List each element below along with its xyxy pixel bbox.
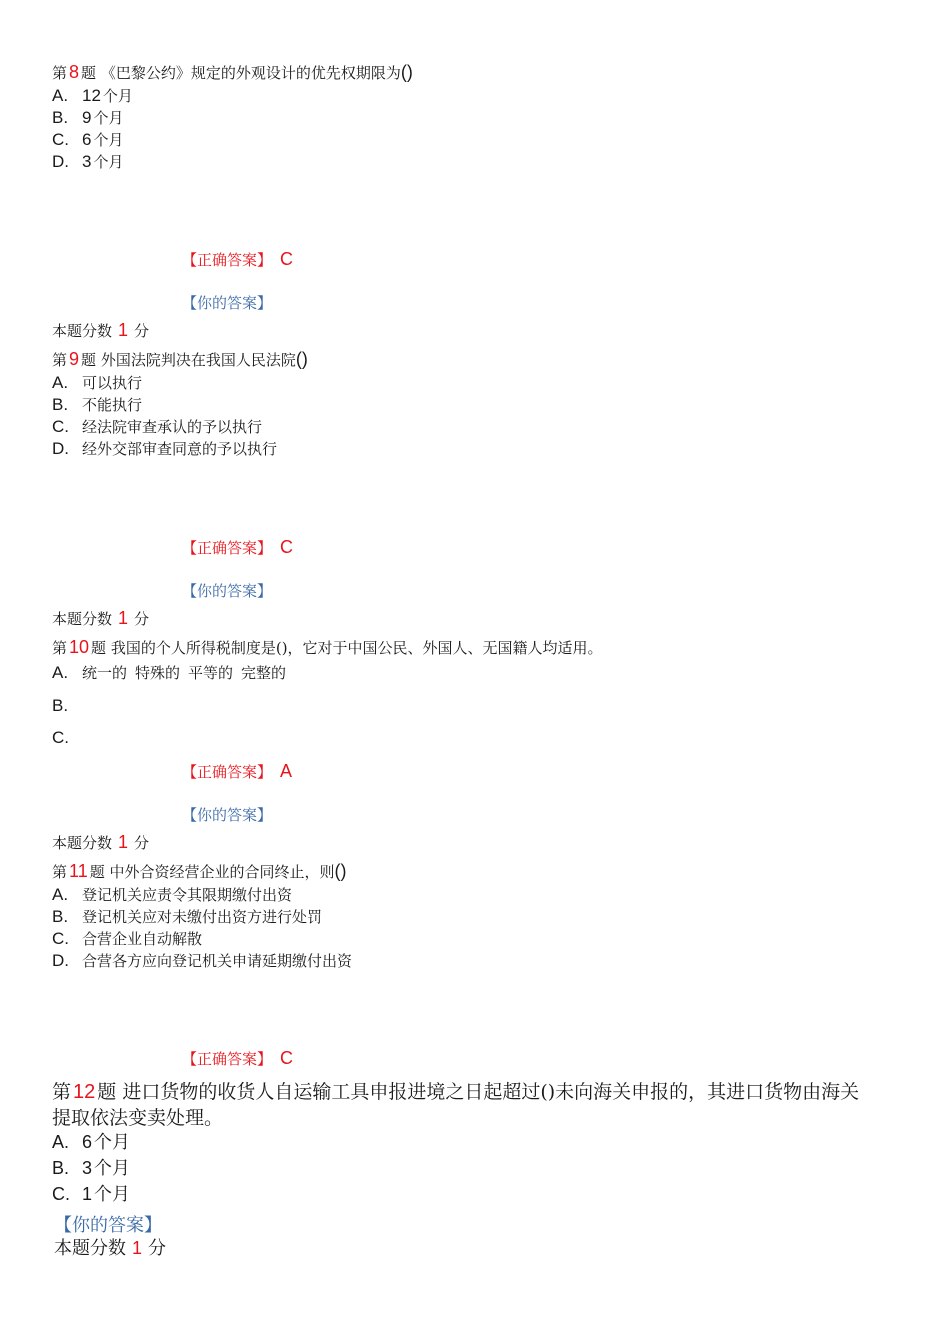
correct-answer-value: C: [280, 537, 294, 557]
option-letter: C.: [52, 130, 69, 149]
question-text: 进口货物的收货人自运输工具申报进境之日起超过()未向海关申报的，其进口货物由海关: [122, 1081, 860, 1103]
question-text: 《巴黎公约》规定的外观设计的优先权期限为: [100, 64, 401, 82]
option-number: 12: [82, 86, 101, 105]
q-suffix: 题: [97, 1081, 117, 1103]
option-number: 6: [82, 1132, 93, 1152]
q9-correct-answer: [182, 537, 293, 558]
option-text: 个月: [94, 1132, 131, 1153]
question-8-title: [52, 62, 413, 83]
q12-your-answer: 【你的答案】: [54, 1215, 162, 1236]
q-prefix: 第: [52, 64, 68, 82]
q8-your-answer: 【你的答案】: [182, 294, 273, 312]
option-text: 完整的: [241, 664, 287, 682]
option-letter: B.: [52, 907, 69, 926]
q10-score: [52, 832, 149, 853]
q-suffix: 题: [89, 863, 105, 881]
option-letter: B.: [52, 108, 69, 127]
score-label: 本题分数: [54, 1238, 126, 1259]
option-letter: D.: [52, 152, 69, 171]
option-letter: C.: [52, 929, 69, 948]
option-text: 个月: [94, 1158, 131, 1179]
question-number: 10: [69, 637, 90, 657]
q8-option-c[interactable]: [52, 129, 123, 150]
q8-option-d[interactable]: [52, 151, 123, 172]
q8-correct-answer: [182, 249, 293, 270]
q9-score: [52, 608, 149, 629]
score-unit: 分: [134, 610, 150, 628]
option-letter: C.: [52, 728, 69, 747]
option-text: 统一的: [82, 664, 128, 682]
option-letter: D.: [52, 951, 69, 970]
option-text: 合营各方应向登记机关申请延期缴付出资: [82, 952, 353, 970]
option-text: 不能执行: [82, 396, 143, 414]
option-letter: A.: [52, 373, 69, 392]
q8-score: [52, 320, 149, 341]
q9-your-answer: 【你的答案】: [182, 582, 273, 600]
score-unit: 分: [148, 1238, 167, 1259]
q11-option-d[interactable]: [52, 950, 352, 971]
score-label: 本题分数: [52, 322, 113, 340]
q-suffix: 题: [91, 639, 107, 657]
question-text: 外国法院判决在我国人民法院: [100, 351, 296, 369]
question-12-title: [52, 1077, 859, 1104]
q9-option-b[interactable]: [52, 394, 142, 415]
q11-option-c[interactable]: [52, 928, 202, 949]
option-text: 合营企业自动解散: [82, 930, 203, 948]
q11-option-a[interactable]: [52, 884, 292, 905]
correct-answer-value: C: [280, 1048, 294, 1068]
option-text: 登记机关应对未缴付出资方进行处罚: [82, 908, 323, 926]
q-prefix: 第: [52, 863, 68, 881]
question-number: 12: [73, 1081, 96, 1103]
q12-option-a[interactable]: [52, 1128, 130, 1154]
correct-answer-label: 【正确答案】: [182, 539, 273, 557]
score-unit: 分: [134, 322, 150, 340]
option-text: 经外交部审查同意的予以执行: [82, 440, 278, 458]
option-letter: B.: [52, 1158, 70, 1178]
option-text: 个月: [94, 1184, 131, 1205]
option-text: 平等的: [188, 664, 234, 682]
correct-answer-value: A: [280, 761, 293, 781]
option-number: 3: [82, 152, 92, 171]
q10-your-answer: 【你的答案】: [182, 806, 273, 824]
correct-answer-label: 【正确答案】: [182, 1050, 273, 1068]
q10-option-b[interactable]: [52, 696, 82, 716]
question-paren: (): [400, 62, 413, 82]
question-12-title-cont: 提取依法变卖处理。: [52, 1107, 224, 1129]
option-letter: C.: [52, 1184, 70, 1204]
correct-answer-label: 【正确答案】: [182, 251, 273, 269]
option-number: 6: [82, 130, 92, 149]
q9-option-d[interactable]: [52, 438, 277, 459]
score-label: 本题分数: [52, 834, 113, 852]
option-text: 个月: [93, 153, 124, 171]
q8-option-b[interactable]: [52, 107, 123, 128]
option-letter: A.: [52, 86, 69, 105]
q-prefix: 第: [52, 639, 68, 657]
question-9-title: [52, 349, 308, 370]
option-number: 3: [82, 1158, 93, 1178]
correct-answer-value: C: [280, 249, 294, 269]
question-text: 我国的个人所得税制度是()，它对于中国公民、外国人、无国籍人均适用。: [110, 639, 603, 657]
option-letter: D.: [52, 439, 69, 458]
q10-correct-answer: [182, 761, 292, 782]
option-letter: A.: [52, 1132, 70, 1152]
question-number: 11: [69, 861, 88, 881]
question-paren: (): [334, 861, 347, 881]
option-text: 个月: [93, 109, 124, 127]
q10-option-a[interactable]: [52, 662, 294, 683]
option-text: 经法院审查承认的予以执行: [82, 418, 263, 436]
q9-option-a[interactable]: [52, 372, 142, 393]
score-value: 1: [132, 1238, 143, 1258]
score-value: 1: [118, 320, 129, 340]
score-value: 1: [118, 832, 129, 852]
q12-score: [54, 1234, 166, 1260]
option-text: 特殊的: [135, 664, 181, 682]
q-prefix: 第: [52, 1081, 72, 1103]
option-letter: B.: [52, 395, 69, 414]
option-number: 9: [82, 108, 92, 127]
q8-option-a[interactable]: [52, 85, 133, 106]
option-text: 可以执行: [82, 374, 143, 392]
q12-option-c[interactable]: [52, 1180, 130, 1206]
q-suffix: 题: [81, 351, 97, 369]
question-number: 9: [69, 349, 80, 369]
option-letter: C.: [52, 417, 69, 436]
option-letter: A.: [52, 885, 69, 904]
option-letter: A.: [52, 663, 69, 682]
q11-correct-answer: [182, 1048, 293, 1069]
q12-option-b[interactable]: [52, 1154, 130, 1180]
question-11-title: [52, 861, 347, 882]
option-number: 1: [82, 1184, 93, 1204]
question-text: 中外合资经营企业的合同终止，则: [109, 863, 335, 881]
q9-option-c[interactable]: [52, 416, 262, 437]
option-text: 个月: [102, 87, 133, 105]
score-label: 本题分数: [52, 610, 113, 628]
question-10-title: [52, 637, 603, 658]
option-letter: B.: [52, 696, 69, 715]
q11-option-b[interactable]: [52, 906, 322, 927]
q10-option-c[interactable]: [52, 728, 82, 748]
correct-answer-label: 【正确答案】: [182, 763, 273, 781]
question-paren: (): [295, 349, 308, 369]
option-text: 个月: [93, 131, 124, 149]
q-prefix: 第: [52, 351, 68, 369]
score-unit: 分: [134, 834, 150, 852]
q-suffix: 题: [81, 64, 97, 82]
score-value: 1: [118, 608, 129, 628]
option-text: 登记机关应责令其限期缴付出资: [82, 886, 293, 904]
question-number: 8: [69, 62, 80, 82]
